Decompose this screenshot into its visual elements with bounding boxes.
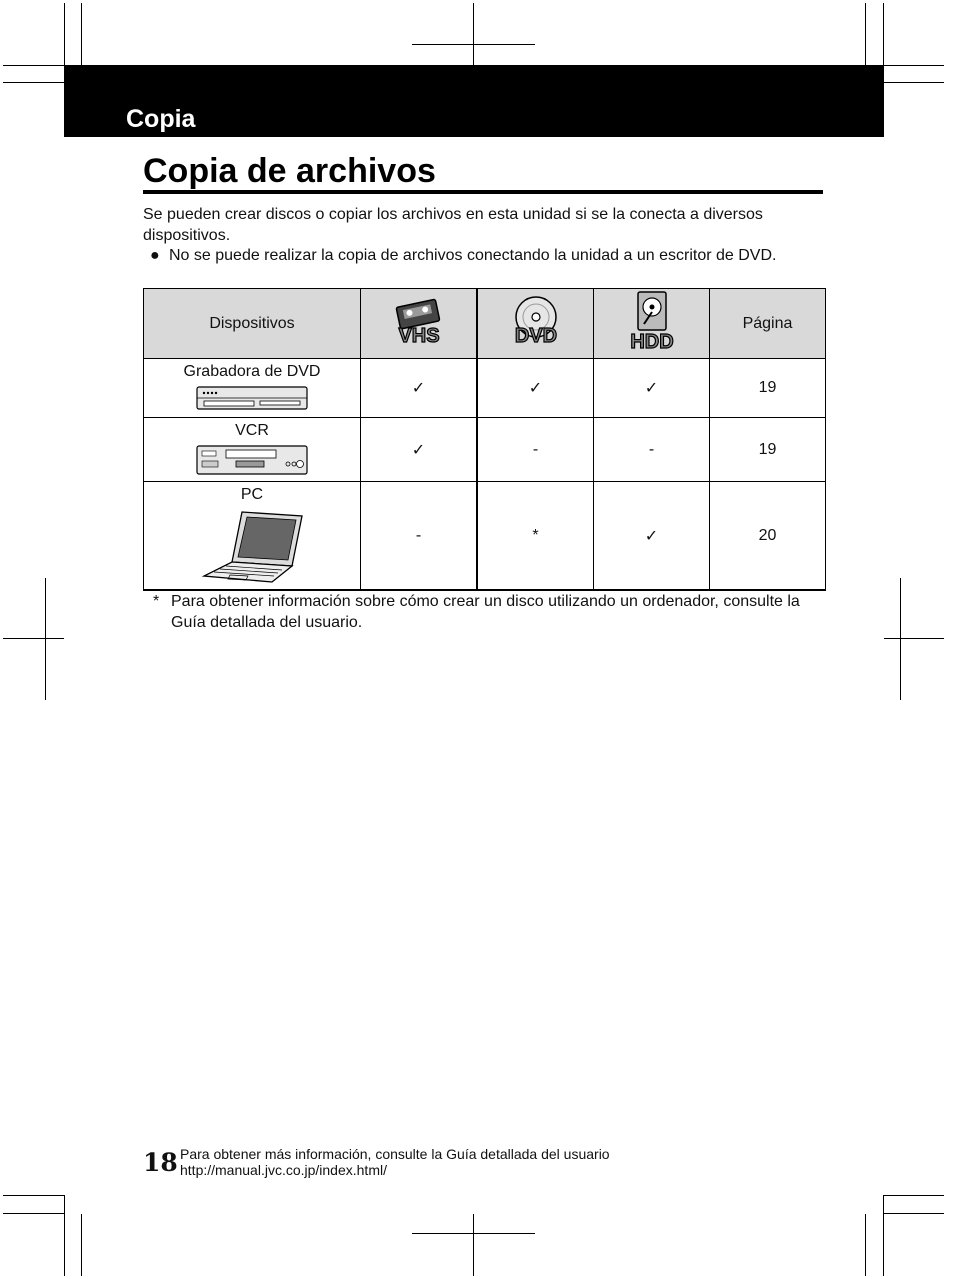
page-number: 18 xyxy=(143,1148,178,1177)
vhs-cell: - xyxy=(361,482,478,591)
table-row xyxy=(144,418,826,482)
header-hdd xyxy=(594,289,710,359)
vhs-cell: ✓ xyxy=(361,418,478,482)
svg-text:DVD: DVD xyxy=(514,325,557,347)
page-title: Copia de archivos xyxy=(143,152,436,190)
vhs-icon xyxy=(389,295,449,347)
device-cell xyxy=(144,482,361,591)
footer-line: Para obtener más información, consulte la Guía detallada del usuario xyxy=(180,1146,610,1162)
page-cell: 20 xyxy=(710,482,826,591)
footer-note xyxy=(180,1146,610,1178)
hdd-cell: - xyxy=(594,418,710,482)
dvd-icon xyxy=(506,295,566,347)
footnote xyxy=(153,591,813,633)
header-devices: Dispositivos xyxy=(144,289,361,359)
svg-text:VHS: VHS xyxy=(397,325,440,347)
header-vhs xyxy=(361,289,478,359)
header-page: Página xyxy=(710,289,826,359)
footer-url: http://manual.jvc.co.jp/index.html/ xyxy=(180,1162,387,1178)
bullet-note xyxy=(150,247,820,264)
vhs-cell: ✓ xyxy=(361,359,478,418)
device-label: PC xyxy=(240,486,264,503)
page-cell: 19 xyxy=(710,418,826,482)
hdd-cell: ✓ xyxy=(594,482,710,591)
section-header-bar xyxy=(64,65,884,137)
dvd-cell: * xyxy=(477,482,594,591)
footnote-text: Para obtener información sobre cómo crear un disco utilizando un ordenador, consulte la Guía detallada del usuario. xyxy=(171,593,800,631)
bullet-text: No se puede realizar la copia de archivos conectando la unidad a un escritor de DVD. xyxy=(169,247,777,264)
device-label: Grabadora de DVD xyxy=(183,363,321,380)
table-header-row xyxy=(144,289,826,359)
laptop-icon xyxy=(200,508,304,584)
header-dvd xyxy=(477,289,594,359)
intro-paragraph: Se pueden crear discos o copiar los archivos en esta unidad si se la conecta a diversos dispositivos. xyxy=(143,206,763,244)
dvd-recorder-icon xyxy=(196,385,308,411)
device-cell xyxy=(144,359,361,418)
title-divider xyxy=(143,190,823,194)
device-label: VCR xyxy=(235,422,269,439)
hdd-cell: ✓ xyxy=(594,359,710,418)
device-cell xyxy=(144,418,361,482)
svg-text:HDD: HDD xyxy=(629,331,674,352)
bullet-icon: ● xyxy=(150,247,160,264)
dvd-cell: - xyxy=(477,418,594,482)
dvd-cell: ✓ xyxy=(477,359,594,418)
footnote-marker: * xyxy=(153,593,160,610)
table-row xyxy=(144,482,826,591)
page-cell: 19 xyxy=(710,359,826,418)
vcr-icon xyxy=(196,444,308,476)
device-copy-table xyxy=(143,288,826,591)
section-title: Copia xyxy=(126,105,196,133)
table-row xyxy=(144,359,826,418)
hdd-icon xyxy=(622,290,682,352)
